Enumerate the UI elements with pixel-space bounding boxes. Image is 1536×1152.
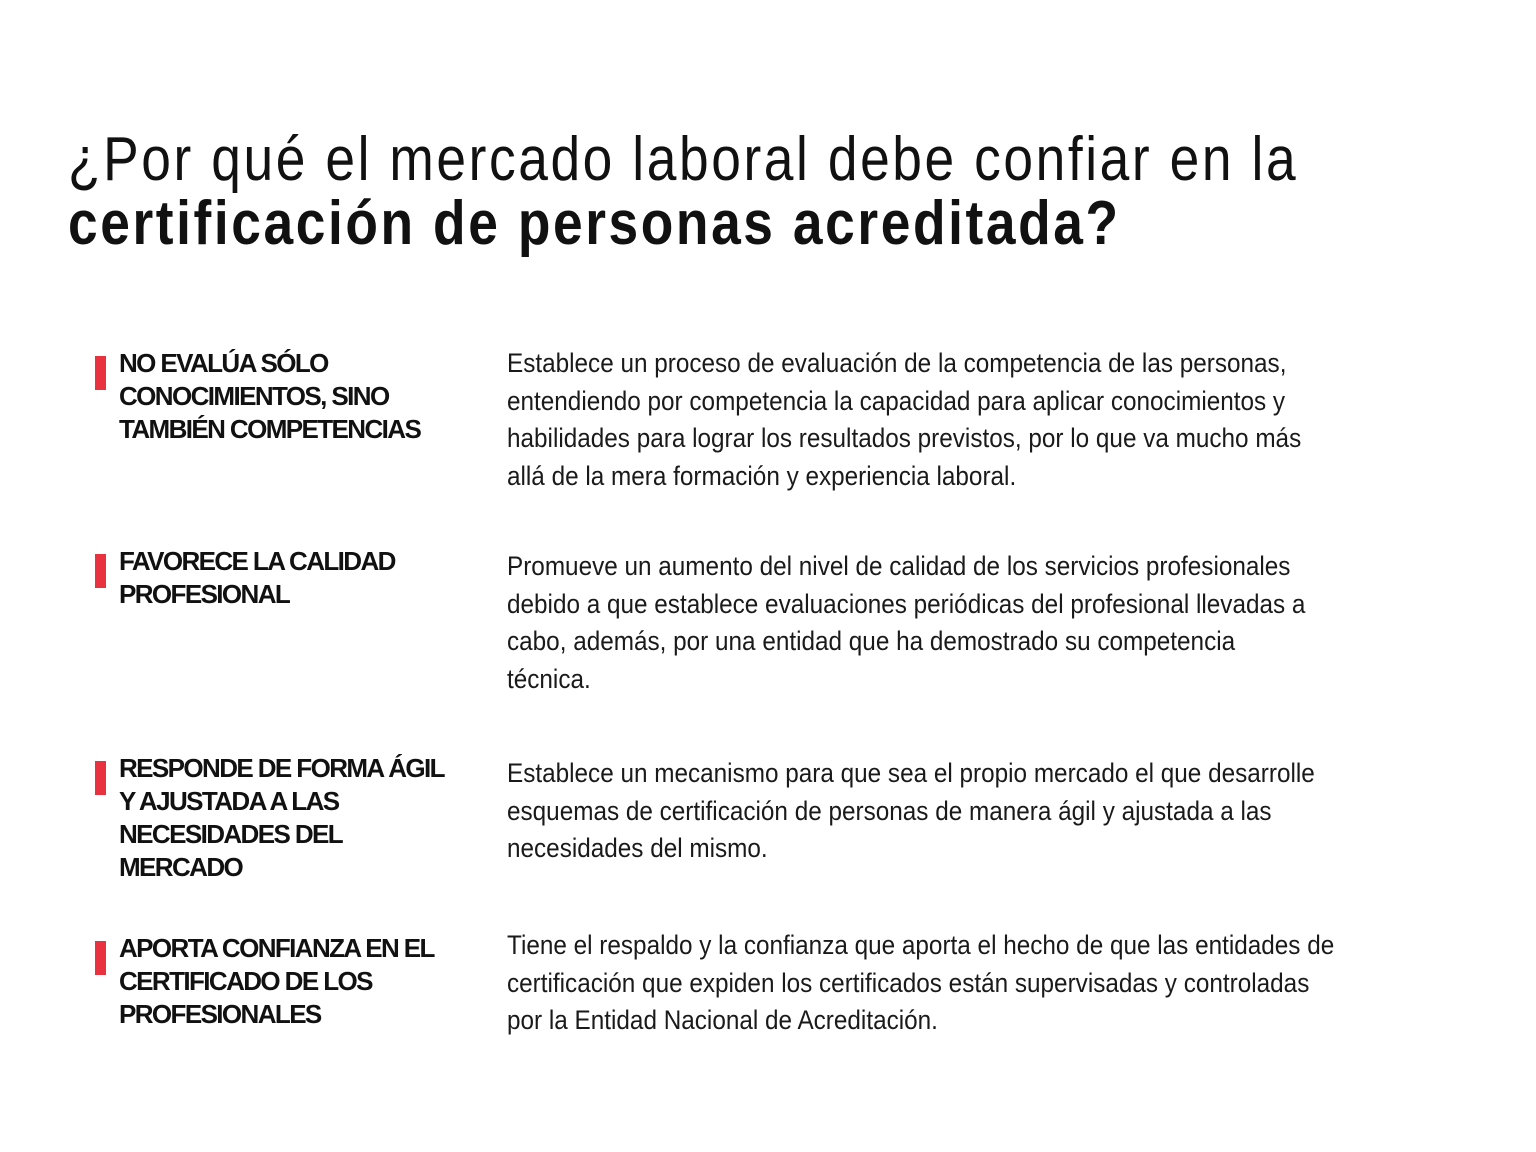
description-line: necesidades del mismo. [507,833,768,863]
item-label: APORTA CONFIANZA EN EL CERTIFICADO DE LOS PROFESIONALES [119,933,434,1029]
red-bar-marker-icon [95,941,106,975]
page-title [68,124,1299,258]
description-line: Tiene el respaldo y la confianza que aporta el hecho de que las entidades de [507,930,1335,960]
page-title-emphasis: certificación de personas acreditada [68,188,1086,258]
description-line: Promueve un aumento del nivel de calidad de los servicios profesionales [507,551,1291,581]
item-label: FAVORECE LA CALIDAD PROFESIONAL [119,546,395,609]
red-bar-marker-icon [95,356,106,390]
description-line: debido a que establece evaluaciones periódicas del profesional llevadas a [507,588,1306,619]
page-title-line-1: ¿Por qué el mercado laboral debe confiar en la [68,124,1299,194]
description-line: allá de la mera formación y experiencia laboral. [507,460,1017,491]
description-line: certificación que expiden los certificados están supervisadas y controladas [507,967,1310,998]
item-label: RESPONDE DE FORMA ÁGIL Y AJUSTADA A LAS NECESIDADES DEL MERCADO [119,753,444,882]
page-title-question-mark: ? [1085,188,1121,258]
description-line: Establece un mecanismo para que sea el propio mercado el que desarrolle [507,758,1315,788]
description-line: habilidades para lograr los resultados previstos, por lo que va mucho más [507,423,1302,453]
item-description [507,548,1425,698]
item-description [507,755,1425,868]
red-bar-marker-icon [95,554,106,588]
red-bar-marker-icon [95,761,106,795]
description-line: técnica. [507,663,591,694]
description-line: entendiendo por competencia la capacidad para aplicar conocimientos y [507,385,1286,416]
item-label: NO EVALÚA SÓLO CONOCIMIENTOS, SINO TAMBIÉN COMPETENCIAS [119,348,421,444]
description-line: esquemas de certificación de personas de manera ágil y ajustada a las [507,795,1272,826]
page-title-line-2 [68,188,1289,258]
description-line: por la Entidad Nacional de Acreditación. [507,1005,938,1035]
item-description [507,927,1425,1040]
description-line: Establece un proceso de evaluación de la competencia de las personas, [507,348,1287,378]
item-description [507,345,1425,495]
description-line: cabo, además, por una entidad que ha demostrado su competencia [507,626,1236,656]
